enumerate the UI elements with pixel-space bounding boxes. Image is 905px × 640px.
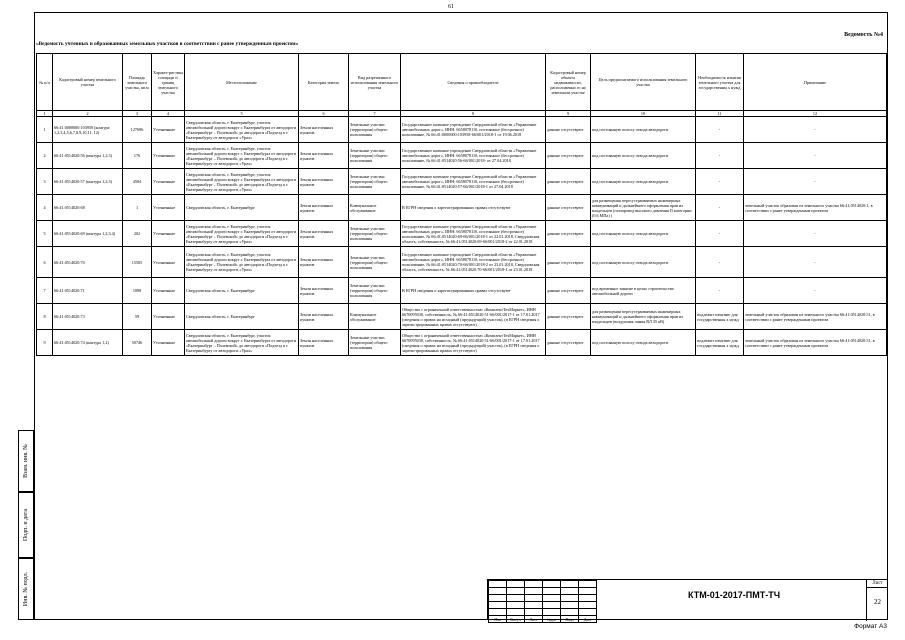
cell-obj: данные отсутствуют	[546, 221, 591, 247]
cell-cad: 66:41:0514020:69 (контура 1,2,3,4)	[53, 221, 123, 247]
cell-cat: Земли населенных пунктов	[299, 304, 349, 330]
stamp-col-label: Кол.уч	[507, 616, 525, 623]
col-number: 2	[53, 111, 123, 117]
col-header: Сведения о правообладателе	[401, 54, 546, 111]
cell-purpose: под постоянную полосу отвода автодороги	[591, 247, 696, 278]
cell-owner: Общество с ограниченной ответственностью «КомплектТехМаркет», ИНН 6670095030, собственность, № 66:41:0514020:51-66/001/2017-1 от 17.01.2017 (сведения о правах на исходный (предыдущий) участок), (в ЕГРН сведения о зарегистрированных правах отсутствуют)	[401, 330, 546, 356]
cell-char: Уточненные	[152, 278, 185, 304]
col-header: Необходимость изъятия земельного участка для государственны х нужд	[696, 54, 744, 111]
cell-cad: 66:41:0514020:68	[53, 195, 123, 221]
cell-obj: данные отсутствуют	[546, 278, 591, 304]
cell-n: 7	[37, 278, 53, 304]
cell-char: Уточненные	[152, 330, 185, 356]
cell-owner: Общество с ограниченной ответственностью «КомплектТехМаркет», ИНН 6670095030, собственность, № 66:41:0514020:51-66/001/2017-1 от 17.01.2017 (сведения о правах на исходный (предыдущий) участок), (в ЕГРН сведения о зарегистрированных правах отсутствуют)	[401, 304, 546, 330]
cell-use: Земельные участки (территории) общего пользования	[349, 143, 401, 169]
cell-need: подлежит изъятию для государственны х нужд	[696, 330, 744, 356]
stamp-col-label: Дата	[579, 616, 597, 623]
cell-char: Уточненные	[152, 304, 185, 330]
cell-use: Земельные участки (территории) общего пользования	[349, 278, 401, 304]
cell-need: -	[696, 195, 744, 221]
cell-char: Уточненные	[152, 221, 185, 247]
col-header: Кадастровый номер земельного участка	[53, 54, 123, 111]
table-row	[37, 169, 887, 195]
col-number: 9	[546, 111, 591, 117]
cell-loc: Свердловская область, г. Екатеринбург	[185, 195, 299, 221]
stamp-col-label: Подп	[561, 616, 579, 623]
cell-purpose: для размещения пересустраиваемых инженерных коммуникаций и дальнейшего оформления прав их владельцев (воздушная линия ВЛ 35 кВ)	[591, 304, 696, 330]
cell-owner: Государственное казенное учреждение Свердловской области «Управление автомобильных дорог», ИНН: 6658078110, постоянное (бессрочное) пользование, № 66:41:0000000:103958-66/001/2018-1 от 19.06.2018	[401, 117, 546, 143]
cell-loc: Свердловская область, г. Екатеринбург	[185, 304, 299, 330]
cell-area: 1088	[123, 278, 152, 304]
cell-cad: 66:41:0514020:57 (контура 1,2,3)	[53, 169, 123, 195]
stamp-col-label: Лист	[525, 616, 543, 623]
cell-area: 202	[123, 221, 152, 247]
cell-obj: данные отсутствуют	[546, 117, 591, 143]
sheet-number: 22	[874, 598, 881, 606]
cell-need: -	[696, 247, 744, 278]
cell-obj: данные отсутствуют	[546, 143, 591, 169]
col-header: Цель предполагаемого использования земельного участка	[591, 54, 696, 111]
table-row	[37, 330, 887, 356]
cell-owner: Государственное казенное учреждение Свердловской области «Управление автомобильных дорог», ИНН: 6658078110, постоянное (бессрочное) пользование, № 66:41:0514020:57-66/001/2018-1 от 27.04.2018	[401, 169, 546, 195]
document-title: «Ведомость учтенных и образованных земельных участков в соответствии с ранее утвержденным проектом»	[36, 41, 299, 47]
table-row	[37, 304, 887, 330]
cell-purpose: под временное занятие в целях строительства автомобильной дороги	[591, 278, 696, 304]
cell-obj: данные отсутствуют	[546, 330, 591, 356]
cell-cat: Земли населенных пунктов	[299, 195, 349, 221]
page-number: 61	[448, 4, 454, 10]
cell-note: -	[744, 221, 887, 247]
cell-owner: Государственное казенное учреждение Свердловской области «Управление автомобильных дорог», ИНН: 6658078110, постоянное (бессрочное) пользование, № 66:41:0514020:56-66/001/2018- от 27.04.2018	[401, 143, 546, 169]
land-plots-table	[36, 53, 887, 356]
cell-cat: Земли населенных пунктов	[299, 221, 349, 247]
cell-area: 59	[123, 304, 152, 330]
table-row	[37, 117, 887, 143]
cell-cad: 66:41:0000000:103958 (контура 1,2,3,4,5,6,7,8,9,10,11, 12)	[53, 117, 123, 143]
cell-cat: Земли населенных пунктов	[299, 330, 349, 356]
sheet-label: Ведомость №4	[844, 32, 883, 38]
col-number: 4	[152, 111, 185, 117]
cell-obj: данные отсутствуют	[546, 304, 591, 330]
side-field-inv-original: Инв. № подл.	[18, 558, 34, 620]
cell-need: -	[696, 221, 744, 247]
document-code: КТМ-01-2017-ПМТ-ТЧ	[688, 590, 781, 600]
cell-use: Коммунальное обслуживание	[349, 195, 401, 221]
cell-note: земельный участок образован из земельного участка 66:41:0514020:51, в соответствии с ранее утвержденным проектом	[744, 304, 887, 330]
cell-need: -	[696, 278, 744, 304]
col-header: Вид разрешенного использования земельного участка	[349, 54, 401, 111]
cell-area: 15505	[123, 247, 152, 278]
cell-cat: Земли населенных пунктов	[299, 143, 349, 169]
cell-cat: Земли населенных пунктов	[299, 247, 349, 278]
cell-char: Уточненные	[152, 169, 185, 195]
cell-note: -	[744, 117, 887, 143]
cell-loc: Свердловская область, г. Екатеринбург	[185, 278, 299, 304]
cell-cad: 66:41:0514020:73	[53, 304, 123, 330]
cell-cat: Земли населенных пунктов	[299, 117, 349, 143]
table-row	[37, 247, 887, 278]
cell-loc: Свердловская область, г. Екатеринбург, участок автомобильной дороги вокруг г. Екатеринбурга от автодороги «Екатеринбург – Полевской» до автодороги «Подъезд к г. Екатеринбургу от автодороги «Урал»	[185, 247, 299, 278]
col-number: 11	[696, 111, 744, 117]
cell-loc: Свердловская область, г. Екатеринбург, участок автомобильной дороги вокруг г. Екатеринбурга от автодороги «Екатеринбург – Полевской» до автодороги «Подъезд к г. Екатеринбургу от автодороги «Урал»	[185, 169, 299, 195]
cell-cat: Земли населенных пунктов	[299, 278, 349, 304]
col-number: 12	[744, 111, 887, 117]
cell-area: 127696	[123, 117, 152, 143]
side-field-sign-date: Подп. и дата	[18, 492, 34, 558]
cell-need: -	[696, 117, 744, 143]
col-header: Примечание	[744, 54, 887, 111]
col-header: Характе-ристика площади и границ земельного участка	[152, 54, 185, 111]
cell-purpose: для размещения пересустраиваемых инженерных коммуникаций и дальнейшего оформления прав их владельцев (газопровод высокого давления II категории (0,6 МПа) )	[591, 195, 696, 221]
cell-area: 1	[123, 195, 152, 221]
cell-area: 176	[123, 143, 152, 169]
col-number: 6	[299, 111, 349, 117]
cell-n: 5	[37, 221, 53, 247]
cell-need: -	[696, 169, 744, 195]
cell-char: Уточненные	[152, 195, 185, 221]
title-block	[487, 579, 888, 620]
cell-use: Земельные участки (территории) общего пользования	[349, 117, 401, 143]
cell-use: Земельные участки (территории) общего пользования	[349, 169, 401, 195]
cell-cat: Земли населенных пунктов	[299, 169, 349, 195]
table-row	[37, 143, 887, 169]
cell-obj: данные отсутствуют	[546, 195, 591, 221]
cell-cad: 66:41:0514020:71	[53, 278, 123, 304]
cell-loc: Свердловская область, г. Екатеринбург, участок автомобильной дороги вокруг г. Екатеринбурга от автодороги «Екатеринбург – Полевской» до автодороги «Подъезд к г. Екатеринбургу от автодороги «Урал»	[185, 117, 299, 143]
table-row	[37, 221, 887, 247]
cell-n: 1	[37, 117, 53, 143]
cell-note: -	[744, 143, 887, 169]
cell-purpose: под постоянную полосу отвода автодороги	[591, 221, 696, 247]
col-header: Категория земель	[299, 54, 349, 111]
cell-purpose: под постоянную полосу отвода автодороги	[591, 143, 696, 169]
cell-note: -	[744, 247, 887, 278]
cell-note: -	[744, 169, 887, 195]
col-number: 8	[401, 111, 546, 117]
cell-cad: 66:41:0514020:74 (контура 1,2)	[53, 330, 123, 356]
col-number: 3	[123, 111, 152, 117]
cell-n: 2	[37, 143, 53, 169]
sheet-label-small: Лист	[867, 581, 888, 588]
stamp-col-label: Изм	[489, 616, 507, 623]
cell-n: 6	[37, 247, 53, 278]
col-number: 1	[37, 111, 53, 117]
cell-need: -	[696, 143, 744, 169]
header-row	[37, 54, 887, 111]
cell-cad: 66:41:0514020:70	[53, 247, 123, 278]
cell-owner: Государственное казенное учреждение Свердловской области «Управление автомобильных дорог», ИНН: 6658078110, постоянное (бессрочное) пользование, № 66:41:0514020:69-66/001/2018-1 от 22.01.2018, Свердловская область, собственность, № 66:41:0514020:69-66/001/2018-2 от 22.01.2018	[401, 221, 546, 247]
cell-purpose: под постоянную полосу отвода автодороги	[591, 117, 696, 143]
col-header: № п/п	[37, 54, 53, 111]
side-field-replaces-inv: Взам. инв. №	[18, 430, 34, 492]
cell-char: Уточненные	[152, 117, 185, 143]
cell-n: 9	[37, 330, 53, 356]
cell-loc: Свердловская область, г. Екатеринбург, участок автомобильной дороги вокруг г. Екатеринбурга от автодороги «Екатеринбург – Полевской» до автодороги «Подъезд к г. Екатеринбургу от автодороги «Урал»	[185, 143, 299, 169]
cell-n: 4	[37, 195, 53, 221]
cell-area: 50746	[123, 330, 152, 356]
cell-n: 8	[37, 304, 53, 330]
col-number: 10	[591, 111, 696, 117]
cell-cad: 66:41:0514020:56 (контура 1,2,3)	[53, 143, 123, 169]
col-number: 7	[349, 111, 401, 117]
cell-loc: Свердловская область, г. Екатеринбург, участок автомобильной дороги вокруг г. Екатеринбурга от автодороги «Екатеринбург – Полевской» до автодороги «Подъезд к г. Екатеринбургу от автодороги «Урал»	[185, 221, 299, 247]
cell-note: -	[744, 278, 887, 304]
table-row	[37, 195, 887, 221]
sheet-number-box	[866, 580, 888, 621]
cell-note: земельный участок образован из земельного участка 66:41:0514020:51, в соответствии с ранее утвержденным проектом	[744, 330, 887, 356]
cell-owner: В ЕГРН сведения о зарегистрированных правах отсутствуют	[401, 195, 546, 221]
cell-need: подлежит изъятию для государственны х нужд	[696, 304, 744, 330]
stamp-col-label: №док	[543, 616, 561, 623]
cell-n: 3	[37, 169, 53, 195]
cell-obj: данные отсутствуют	[546, 247, 591, 278]
cell-use: Земельные участки (территории) общего пользования	[349, 221, 401, 247]
cell-note: земельный участок образован из земельного участка 66:41:0514020:1, в соответствии с ранее утвержденным проектом	[744, 195, 887, 221]
table-row	[37, 278, 887, 304]
cell-area: 4584	[123, 169, 152, 195]
revision-table	[488, 580, 597, 623]
cell-use: Земельные участки (территории) общего пользования	[349, 330, 401, 356]
cell-owner: В ЕГРН сведения о зарегистрированных правах отсутствуют	[401, 278, 546, 304]
cell-obj: данные отсутствуют	[546, 169, 591, 195]
format-label: Формат А3	[854, 623, 887, 630]
cell-purpose: под постоянную полосу отвода автодороги	[591, 330, 696, 356]
col-number: 5	[185, 111, 299, 117]
cell-purpose: под постоянную полосу отвода автодороги	[591, 169, 696, 195]
cell-use: Коммунальное обслуживание	[349, 304, 401, 330]
cell-use: Земельные участки (территории) общего пользования	[349, 247, 401, 278]
cell-owner: Государственное казенное учреждение Свердловской области «Управление автомобильных дорог», ИНН: 6658078110, постоянное (бессрочное) пользование, № 66:41:0514020:70-66/001/2018-2 от 23.01.2018, Свердловская область, собственность, № 66:41:0514020:70-66/001/2018-1 от 23.01.2018	[401, 247, 546, 278]
col-header: Площадь земельного участка, кв.м	[123, 54, 152, 111]
cell-loc: Свердловская область, г. Екатеринбург, участок автомобильной дороги вокруг г. Екатеринбурга от автодороги «Екатеринбург – Полевской» до автодороги «Подъезд к г. Екатеринбургу от автодороги «Урал»	[185, 330, 299, 356]
col-header: Местоположение	[185, 54, 299, 111]
cell-char: Уточненные	[152, 143, 185, 169]
cell-char: Уточненные	[152, 247, 185, 278]
col-header: Кадастровый номер объекта недвижимости, расположенно го на земельном участке	[546, 54, 591, 111]
